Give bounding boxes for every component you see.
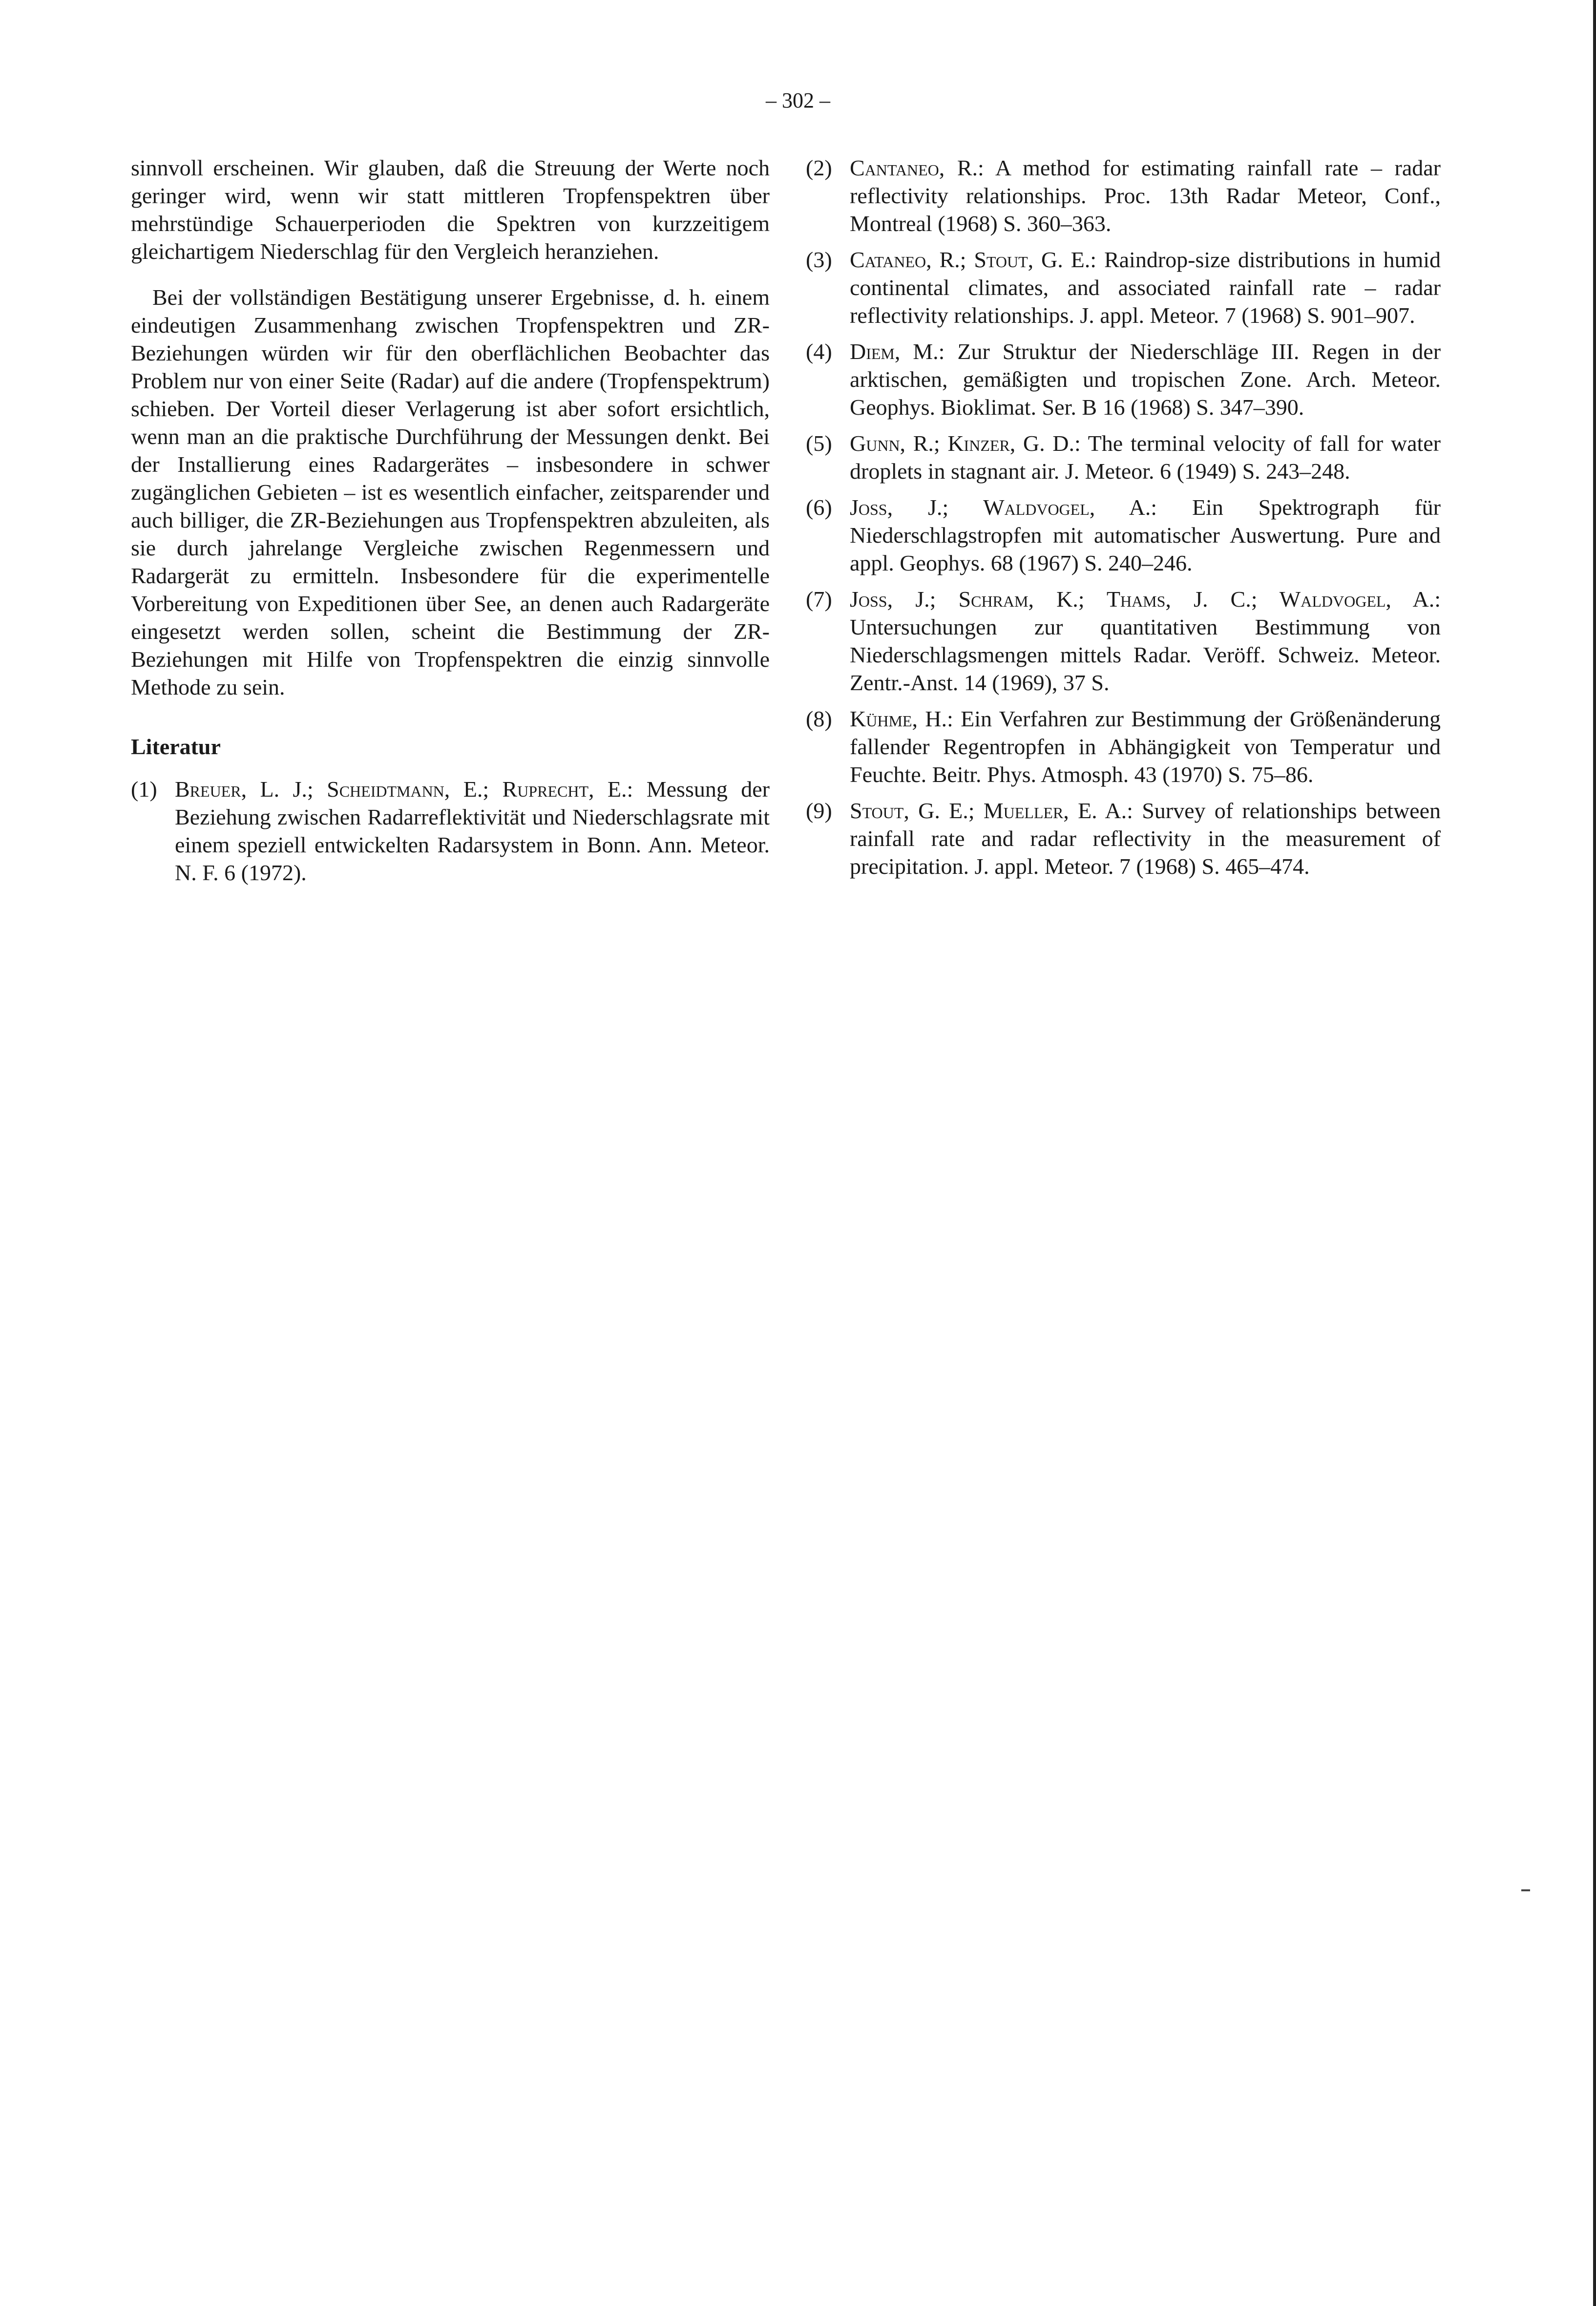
body-paragraph: sinnvoll erscheinen. Wir glauben, daß die Streuung der Werte noch geringer wird, wenn wir statt mittleren Tropfenspektren über mehrstündige Schauerperioden die Spektren von kurzzeitigem gleichartigem Niederschlag für den Vergleich heranziehen.: [131, 155, 770, 264]
reference-authors: Joss, J.; Schram, K.; Thams, J. C.; Waldvogel, A.:: [850, 587, 1441, 612]
reference-text: Ein Spektrograph für Niederschlagstropfen mit automatischer Auswertung. Pure and appl. Geophys. 68 (1967) S. 240–246.: [850, 495, 1441, 575]
reference-body: [850, 338, 1441, 421]
references-heading: Literatur: [131, 734, 221, 759]
reference-authors: Kühme, H.:: [850, 706, 953, 731]
reference-number: (8): [806, 706, 832, 731]
reference-item: [806, 246, 1441, 329]
reference-item: [131, 775, 770, 887]
reference-authors: Cataneo, R.; Stout, G. E.:: [850, 247, 1097, 272]
reference-number: (6): [806, 495, 832, 520]
reference-item: [806, 429, 1441, 485]
reference-text: Untersuchungen zur quantitativen Bestimmung von Niederschlagsmengen mittels Radar. Veröff. Schweiz. Meteor. Zentr.-Anst. 14 (1969), 37 S.: [850, 614, 1441, 695]
reference-text: Raindrop-size distributions in humid continental climates, and associated rainfall rate – radar reflectivity relationships. J. appl. Meteor. 7 (1968) S. 901–907.: [850, 247, 1441, 328]
scan-speck: [1521, 1889, 1530, 1891]
reference-item: [806, 585, 1441, 697]
reference-item: [806, 154, 1441, 237]
body-paragraph: Bei der vollständigen Bestätigung unserer Ergebnisse, d. h. einem eindeutigen Zusammenhang zwischen Tropfenspektren und ZR-Beziehungen würden wir für den oberflächlichen Beobachter das Problem nur von einer Seite (Radar) auf die andere (Tropfenspektrum) schieben. Der Vorteil dieser Verlagerung ist aber sofort ersichtlich, wenn man an die praktische Durchführung der Messungen denkt. Bei der Installierung eines Radargerätes – insbesondere in schwer zugänglichen Gebieten – ist es wesentlich einfacher, zeitsparender und auch billiger, die ZR-Beziehungen aus Tropfenspektren abzuleiten, als sie durch jahrelange Vergleiche zwischen Regenmessern und Radargerät zu ermitteln. Insbesondere für die experimentelle Vorbereitung von Expeditionen über See, an denen auch Radargeräte eingesetzt werden sollen, scheint die Bestimmung der ZR-Beziehungen mit Hilfe von Tropfenspektren die einzig sinnvolle Methode zu sein.: [131, 285, 770, 699]
scan-edge-line: [1593, 0, 1596, 2306]
reference-text: Survey of relationships between rainfall rate and radar reflectivity in the measurement of precipitation. J. appl. Meteor. 7 (1968) S. 465–474.: [850, 798, 1441, 879]
reference-authors: Breuer, L. J.; Scheidtmann, E.; Ruprecht, E.:: [175, 777, 633, 802]
reference-body: [850, 246, 1441, 329]
reference-authors: Diem, M.:: [850, 339, 945, 364]
reference-number: (1): [131, 777, 157, 802]
reference-item: [806, 705, 1441, 788]
reference-authors: Stout, G. E.; Mueller, E. A.:: [850, 798, 1133, 823]
reference-number: (9): [806, 798, 832, 823]
reference-body: [850, 493, 1441, 577]
reference-text: Ein Verfahren zur Bestimmung der Größenänderung fallender Regentropfen in Abhängigkeit von Temperatur und Feuchte. Beitr. Phys. Atmosph. 43 (1970) S. 75–86.: [850, 706, 1441, 787]
reference-text: A method for estimating rainfall rate – radar reflectivity relationships. Proc. 13th Radar Meteor, Conf., Montreal (1968) S. 360–363.: [850, 155, 1441, 236]
reference-item: [806, 338, 1441, 421]
left-column: [131, 154, 770, 895]
reference-authors: Joss, J.; Waldvogel, A.:: [850, 495, 1157, 520]
page-number: – 302 –: [766, 88, 830, 112]
reference-body: [850, 154, 1441, 237]
reference-body: [175, 775, 770, 887]
reference-text: The terminal velocity of fall for water droplets in stagnant air. J. Meteor. 6 (1949) S. 243–248.: [850, 431, 1441, 484]
reference-body: [850, 797, 1441, 880]
reference-text: Zur Struktur der Niederschläge III. Regen in der arktischen, gemäßigten und tropischen Zone. Arch. Meteor. Geophys. Bioklimat. Ser. B 16 (1968) S. 347–390.: [850, 339, 1441, 420]
reference-number: (3): [806, 247, 832, 272]
reference-number: (4): [806, 339, 832, 364]
reference-authors: Cantaneo, R.:: [850, 155, 984, 180]
reference-item: [806, 493, 1441, 577]
right-column: [806, 154, 1441, 889]
reference-number: (7): [806, 587, 832, 612]
reference-text: Messung der Beziehung zwischen Radarreflektivität und Niederschlagsrate mit einem speziell entwickelten Radarsystem in Bonn. Ann. Meteor. N. F. 6 (1972).: [175, 777, 770, 885]
reference-body: [850, 429, 1441, 485]
reference-number: (2): [806, 155, 832, 180]
reference-body: [850, 705, 1441, 788]
reference-item: [806, 797, 1441, 880]
reference-body: [850, 585, 1441, 697]
reference-number: (5): [806, 431, 832, 456]
reference-authors: Gunn, R.; Kinzer, G. D.:: [850, 431, 1081, 456]
